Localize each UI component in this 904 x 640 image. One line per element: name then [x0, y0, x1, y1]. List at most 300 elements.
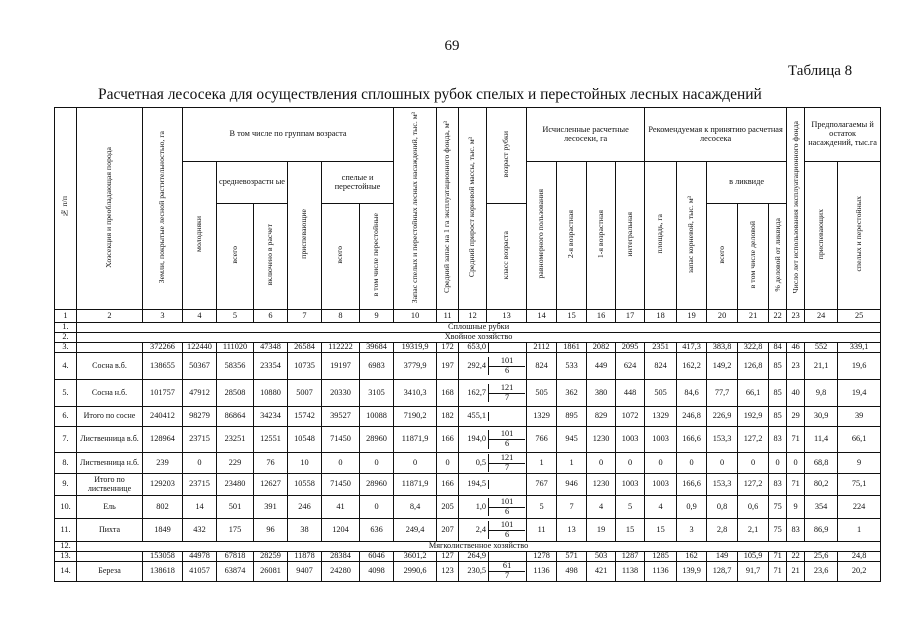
column-number: 2 — [77, 310, 143, 323]
cell-v3: 129203 — [143, 474, 183, 496]
header-col-23: Число лет использования эксплуатационного фонда — [787, 108, 805, 310]
cell-v5: 23251 — [217, 427, 254, 453]
cell-v3: 101757 — [143, 380, 183, 407]
cell-v22: 83 — [769, 474, 787, 496]
cell-v23: 83 — [787, 519, 805, 542]
cell-v12: 653,0 — [467, 342, 487, 352]
cell-v7: 38 — [288, 519, 322, 542]
cell-v17: 1072 — [616, 407, 645, 427]
cell-v23: 0 — [787, 453, 805, 474]
cell-v4: 122440 — [183, 343, 217, 353]
cell-age-class: 6 — [505, 506, 510, 516]
section-row — [55, 323, 881, 333]
cell-v3: 1849 — [143, 519, 183, 542]
cell-growth-and-cut-age — [459, 427, 527, 453]
cell-v11: 168 — [437, 380, 459, 407]
cell-n: 5. — [55, 380, 77, 407]
cell-v8: 19197 — [322, 353, 360, 380]
header-col-16: 1-я возрастная — [587, 162, 616, 310]
cell-v5: 501 — [217, 496, 254, 519]
table-row — [55, 474, 881, 496]
table-row — [55, 453, 881, 474]
cell-v4: 23715 — [183, 474, 217, 496]
column-number: 25 — [838, 310, 881, 323]
cell-v17: 2095 — [616, 343, 645, 353]
cell-v25: 19,6 — [838, 353, 881, 380]
cell-v21: 91,7 — [738, 562, 769, 582]
column-number: 21 — [738, 310, 769, 323]
cell-v16: 503 — [587, 552, 616, 562]
cell-v10: 0 — [394, 453, 437, 474]
cell-v5: 23480 — [217, 474, 254, 496]
cell-name: Лиственница в.б. — [77, 427, 143, 453]
section-number: 1. — [55, 323, 77, 333]
cell-v7: 9407 — [288, 562, 322, 582]
cell-v9: 10088 — [360, 407, 394, 427]
header-col-4: молодняки — [183, 162, 217, 310]
cell-v18: 2351 — [645, 343, 677, 353]
cell-v3: 239 — [143, 453, 183, 474]
cell-v22: 71 — [769, 562, 787, 582]
cell-n: 14. — [55, 562, 77, 582]
table-row — [55, 552, 881, 562]
cell-v22: 83 — [769, 427, 787, 453]
section-label: Мягколиственное хозяйство — [77, 542, 881, 552]
cell-v11: 172 — [437, 343, 459, 353]
cell-v25: 1 — [838, 519, 881, 542]
cell-v7: 246 — [288, 496, 322, 519]
cell-v14: 1278 — [527, 552, 557, 562]
cell-v9: 4098 — [360, 562, 394, 582]
cell-v10: 3779,9 — [394, 353, 437, 380]
cell-v17: 624 — [616, 353, 645, 380]
cell-v24: 86,9 — [805, 519, 838, 542]
cell-v6: 76 — [254, 453, 288, 474]
header-col-11: Средний запас на 1 га эксплуатационного фонда, м³ — [437, 108, 459, 310]
header-col-20: всего — [707, 204, 738, 310]
cell-growth-and-cut-age — [459, 562, 527, 582]
cell-v17: 0 — [616, 453, 645, 474]
cell-v12: 194,0 — [467, 434, 487, 444]
cell-v15: 362 — [557, 380, 587, 407]
cell-v14: 767 — [527, 474, 557, 496]
cell-n: 9. — [55, 474, 77, 496]
cell-v20: 128,7 — [707, 562, 738, 582]
cell-v22: 75 — [769, 519, 787, 542]
cell-v24: 30,9 — [805, 407, 838, 427]
cell-v3: 138618 — [143, 562, 183, 582]
cell-v12: 0,5 — [475, 457, 487, 467]
cell-v22: 85 — [769, 380, 787, 407]
cell-v11: 207 — [437, 519, 459, 542]
cell-v18: 824 — [645, 353, 677, 380]
cell-name: Лиственница н.б. — [77, 453, 143, 474]
cell-growth-and-cut-age — [459, 343, 527, 353]
cell-v17: 1003 — [616, 427, 645, 453]
cell-v19: 3 — [677, 519, 707, 542]
cell-v14: 1 — [527, 453, 557, 474]
header-mature: спелые и перестойные — [322, 162, 394, 204]
cell-v7: 26584 — [288, 343, 322, 353]
cell-v17: 1287 — [616, 552, 645, 562]
cell-v23: 9 — [787, 496, 805, 519]
cell-v15: 498 — [557, 562, 587, 582]
cell-age-class: 7 — [505, 392, 510, 402]
cell-name: Ель — [77, 496, 143, 519]
cell-v8: 41 — [322, 496, 360, 519]
cell-v15: 1 — [557, 453, 587, 474]
cell-v5: 229 — [217, 453, 254, 474]
header-col-13: класс возраста — [487, 204, 527, 310]
column-number: 9 — [360, 310, 394, 323]
header-cut-age: возраст рубки — [487, 108, 527, 204]
cell-v9: 6046 — [360, 552, 394, 562]
table-row — [55, 407, 881, 427]
cell-v16: 4 — [587, 496, 616, 519]
cell-v23: 23 — [787, 353, 805, 380]
cell-v9: 28960 — [360, 474, 394, 496]
section-row — [55, 542, 881, 552]
cell-v21: 322,8 — [738, 343, 769, 353]
cell-v8: 71450 — [322, 474, 360, 496]
cell-v6: 34234 — [254, 407, 288, 427]
column-number: 13 — [487, 310, 527, 323]
column-number: 6 — [254, 310, 288, 323]
cell-cut-age: 61 — [489, 562, 525, 572]
header-col-19: запас корневой, тыс. м³ — [677, 162, 707, 310]
cell-v21: 2,1 — [738, 519, 769, 542]
table-row — [55, 562, 881, 582]
cell-name: Сосна н.б. — [77, 380, 143, 407]
cell-v18: 0 — [645, 453, 677, 474]
cell-v6: 10880 — [254, 380, 288, 407]
cell-v12: 162,7 — [467, 387, 487, 397]
cell-v20: 383,8 — [707, 343, 738, 353]
header-mid-age: средневозрастн ые — [217, 162, 288, 204]
cell-v21: 0 — [738, 453, 769, 474]
cell-v18: 4 — [645, 496, 677, 519]
column-number: 15 — [557, 310, 587, 323]
cell-v6: 391 — [254, 496, 288, 519]
cell-age-class: 6 — [505, 439, 510, 448]
cell-v16: 1230 — [587, 474, 616, 496]
column-number: 3 — [143, 310, 183, 323]
cell-v6: 28259 — [254, 552, 288, 562]
cell-n: 3. — [55, 343, 77, 353]
cell-v22: 85 — [769, 353, 787, 380]
cell-v4: 23715 — [183, 427, 217, 453]
cell-v9: 636 — [360, 519, 394, 542]
cell-v22: 85 — [769, 407, 787, 427]
column-number: 12 — [459, 310, 487, 323]
cell-v25: 224 — [838, 496, 881, 519]
cell-name: Итого по лиственнице — [77, 474, 143, 496]
cell-v11: 127 — [437, 552, 459, 562]
cell-v20: 0 — [707, 453, 738, 474]
cell-v23: 22 — [787, 552, 805, 562]
cell-v18: 1003 — [645, 427, 677, 453]
cell-v4: 0 — [183, 453, 217, 474]
cell-v23: 29 — [787, 407, 805, 427]
cell-v4: 47912 — [183, 380, 217, 407]
cell-growth-and-cut-age — [459, 519, 527, 542]
cell-v4: 14 — [183, 496, 217, 519]
cell-n: 11. — [55, 519, 77, 542]
cell-v23: 21 — [787, 562, 805, 582]
cell-v9: 39684 — [360, 343, 394, 353]
cell-v20: 149,2 — [707, 353, 738, 380]
cell-cut-age: 101 — [489, 430, 525, 440]
cell-v16: 829 — [587, 407, 616, 427]
cell-v22: 0 — [769, 453, 787, 474]
cell-v15: 895 — [557, 407, 587, 427]
column-number: 10 — [394, 310, 437, 323]
cell-v14: 766 — [527, 427, 557, 453]
cell-v16: 2082 — [587, 343, 616, 353]
cell-v10: 11871,9 — [394, 427, 437, 453]
cell-v4: 44978 — [183, 552, 217, 562]
cell-v14: 1136 — [527, 562, 557, 582]
cell-v5: 111020 — [217, 343, 254, 353]
cell-v6: 96 — [254, 519, 288, 542]
column-number: 19 — [677, 310, 707, 323]
header-col-7: приспевающие — [288, 162, 322, 310]
cell-age-class: 7 — [505, 462, 510, 472]
cell-v20: 0,8 — [707, 496, 738, 519]
cell-v19: 139,9 — [677, 562, 707, 582]
cell-v7: 5007 — [288, 380, 322, 407]
cell-v19: 166,6 — [677, 474, 707, 496]
header-col-15: 2-я возрастная — [557, 162, 587, 310]
cell-v12: 292,4 — [467, 360, 487, 370]
cell-v25: 24,8 — [838, 552, 881, 562]
cell-v17: 15 — [616, 519, 645, 542]
cell-v3: 128964 — [143, 427, 183, 453]
cell-growth-and-cut-age — [459, 453, 527, 474]
header-col-3: Земли, покрытые лесной растительностью, га — [143, 108, 183, 310]
cell-v22: 75 — [769, 496, 787, 519]
cell-v12: 264,9 — [467, 551, 487, 561]
cell-name: Итого по сосне — [77, 407, 143, 427]
cell-age-class: 7 — [505, 571, 510, 580]
cell-v18: 1003 — [645, 474, 677, 496]
cell-v10: 7190,2 — [394, 407, 437, 427]
cell-v11: 205 — [437, 496, 459, 519]
cell-v24: 25,6 — [805, 552, 838, 562]
header-col-22: % деловой от ликвида — [769, 204, 787, 310]
cell-v21: 127,2 — [738, 427, 769, 453]
cell-v19: 0 — [677, 453, 707, 474]
cell-v3: 802 — [143, 496, 183, 519]
cell-v24: 354 — [805, 496, 838, 519]
cell-v15: 7 — [557, 496, 587, 519]
cell-name — [77, 343, 143, 353]
cell-v14: 824 — [527, 353, 557, 380]
header-col-9: в том числе перестойные — [360, 204, 394, 310]
cell-v19: 162,2 — [677, 353, 707, 380]
cell-n: 10. — [55, 496, 77, 519]
cell-v18: 1136 — [645, 562, 677, 582]
cell-age-class: 6 — [505, 529, 510, 539]
table-title: Расчетная лесосека для осуществления сплошных рубок спелых и перестойных лесных насаждений — [98, 86, 762, 103]
column-number: 24 — [805, 310, 838, 323]
cell-v15: 571 — [557, 552, 587, 562]
header-remaining: Предполагаемы й остаток насаждений, тыс.га — [805, 108, 881, 162]
cell-v24: 9,8 — [805, 380, 838, 407]
cell-cut-age: 101 — [489, 521, 525, 531]
header-col-14: равномерного пользования — [527, 162, 557, 310]
cell-v8: 28384 — [322, 552, 360, 562]
cell-v14: 5 — [527, 496, 557, 519]
cell-v4: 41057 — [183, 562, 217, 582]
cell-cut-age: 121 — [489, 454, 525, 464]
cell-v21: 105,9 — [738, 552, 769, 562]
cell-v3: 153058 — [143, 552, 183, 562]
cell-v8: 71450 — [322, 427, 360, 453]
cell-v14: 11 — [527, 519, 557, 542]
cell-v6: 12551 — [254, 427, 288, 453]
cell-v8: 20330 — [322, 380, 360, 407]
cell-v11: 166 — [437, 474, 459, 496]
column-number-row — [55, 310, 881, 323]
header-col-21: в том числе деловой — [738, 204, 769, 310]
cell-v20: 149 — [707, 552, 738, 562]
cell-v16: 0 — [587, 453, 616, 474]
cell-n: 6. — [55, 407, 77, 427]
header-col-2: Хозсекция и преобладающая порода — [77, 108, 143, 310]
cell-v25: 20,2 — [838, 562, 881, 582]
cell-v15: 13 — [557, 519, 587, 542]
header-col-8: всего — [322, 204, 360, 310]
cell-v7: 11878 — [288, 552, 322, 562]
cell-v16: 421 — [587, 562, 616, 582]
cell-v11: 182 — [437, 407, 459, 427]
cell-name — [77, 552, 143, 562]
column-number: 8 — [322, 310, 360, 323]
cell-v21: 126,8 — [738, 353, 769, 380]
cell-growth-and-cut-age — [459, 353, 527, 380]
cell-v3: 372266 — [143, 343, 183, 353]
cell-v7: 10548 — [288, 427, 322, 453]
cell-v5: 175 — [217, 519, 254, 542]
column-number: 11 — [437, 310, 459, 323]
cell-v5: 63874 — [217, 562, 254, 582]
column-number: 7 — [288, 310, 322, 323]
cell-growth-and-cut-age — [459, 496, 527, 519]
column-number: 17 — [616, 310, 645, 323]
header-col-6: включено в расчет — [254, 204, 288, 310]
cell-v24: 80,2 — [805, 474, 838, 496]
cell-v10: 19319,9 — [394, 343, 437, 353]
cell-v5: 86864 — [217, 407, 254, 427]
cell-v23: 46 — [787, 343, 805, 353]
cell-v19: 162 — [677, 552, 707, 562]
cell-v22: 71 — [769, 552, 787, 562]
cell-v6: 12627 — [254, 474, 288, 496]
cell-v17: 5 — [616, 496, 645, 519]
cell-v20: 153,3 — [707, 427, 738, 453]
column-number: 1 — [55, 310, 77, 323]
cell-v8: 1204 — [322, 519, 360, 542]
cell-v16: 19 — [587, 519, 616, 542]
column-number: 4 — [183, 310, 217, 323]
cell-v21: 127,2 — [738, 474, 769, 496]
cell-v20: 2,8 — [707, 519, 738, 542]
cell-v25: 9 — [838, 453, 881, 474]
cell-v24: 552 — [805, 343, 838, 353]
page-number: 69 — [444, 38, 460, 54]
cell-name: Пихта — [77, 519, 143, 542]
cell-v24: 23,6 — [805, 562, 838, 582]
cell-v20: 226,9 — [707, 407, 738, 427]
cell-v7: 10735 — [288, 353, 322, 380]
cell-v5: 58356 — [217, 353, 254, 380]
cell-name: Береза — [77, 562, 143, 582]
cell-v11: 0 — [437, 453, 459, 474]
table-row — [55, 427, 881, 453]
cell-v9: 28960 — [360, 427, 394, 453]
table-row — [55, 519, 881, 542]
cell-v8: 39527 — [322, 407, 360, 427]
cell-v12: 1,0 — [475, 501, 487, 511]
cell-v6: 47348 — [254, 343, 288, 353]
cell-cut-age: 101 — [489, 357, 525, 367]
cell-v7: 10 — [288, 453, 322, 474]
cell-v18: 1329 — [645, 407, 677, 427]
header-col-12: Средний прирост корневой массы, тыс. м³ — [459, 108, 487, 310]
section-row — [55, 333, 881, 343]
cell-v19: 84,6 — [677, 380, 707, 407]
cell-v24: 68,8 — [805, 453, 838, 474]
cell-v4: 50367 — [183, 353, 217, 380]
cell-v6: 26081 — [254, 562, 288, 582]
cell-v10: 3601,2 — [394, 552, 437, 562]
column-number: 5 — [217, 310, 254, 323]
cell-v17: 1003 — [616, 474, 645, 496]
header-col-1: № п/п — [55, 108, 77, 310]
cell-n: 7. — [55, 427, 77, 453]
section-label: Сплошные рубки — [77, 323, 881, 333]
cell-v15: 533 — [557, 353, 587, 380]
table-row — [55, 380, 881, 407]
cell-v16: 380 — [587, 380, 616, 407]
cell-v14: 505 — [527, 380, 557, 407]
cell-v6: 23354 — [254, 353, 288, 380]
cell-v25: 66,1 — [838, 427, 881, 453]
cell-v25: 19,4 — [838, 380, 881, 407]
cell-v19: 417,3 — [677, 343, 707, 353]
forest-cut-table — [54, 107, 881, 582]
cell-v12: 230,5 — [467, 566, 487, 576]
cell-v10: 8,4 — [394, 496, 437, 519]
cell-name: Сосна в.б. — [77, 353, 143, 380]
cell-v22: 84 — [769, 343, 787, 353]
cell-v17: 1138 — [616, 562, 645, 582]
section-number: 2. — [55, 333, 77, 343]
table-row — [55, 353, 881, 380]
cell-v9: 0 — [360, 496, 394, 519]
cell-v10: 2990,6 — [394, 562, 437, 582]
cell-v25: 339,1 — [838, 343, 881, 353]
cell-v12: 194,5 — [467, 479, 487, 489]
cell-v8: 24280 — [322, 562, 360, 582]
cell-v9: 0 — [360, 453, 394, 474]
cell-v16: 1230 — [587, 427, 616, 453]
section-label: Хвойное хозяйство — [77, 333, 881, 343]
cell-v18: 1285 — [645, 552, 677, 562]
cell-v23: 71 — [787, 427, 805, 453]
cell-v10: 249,4 — [394, 519, 437, 542]
